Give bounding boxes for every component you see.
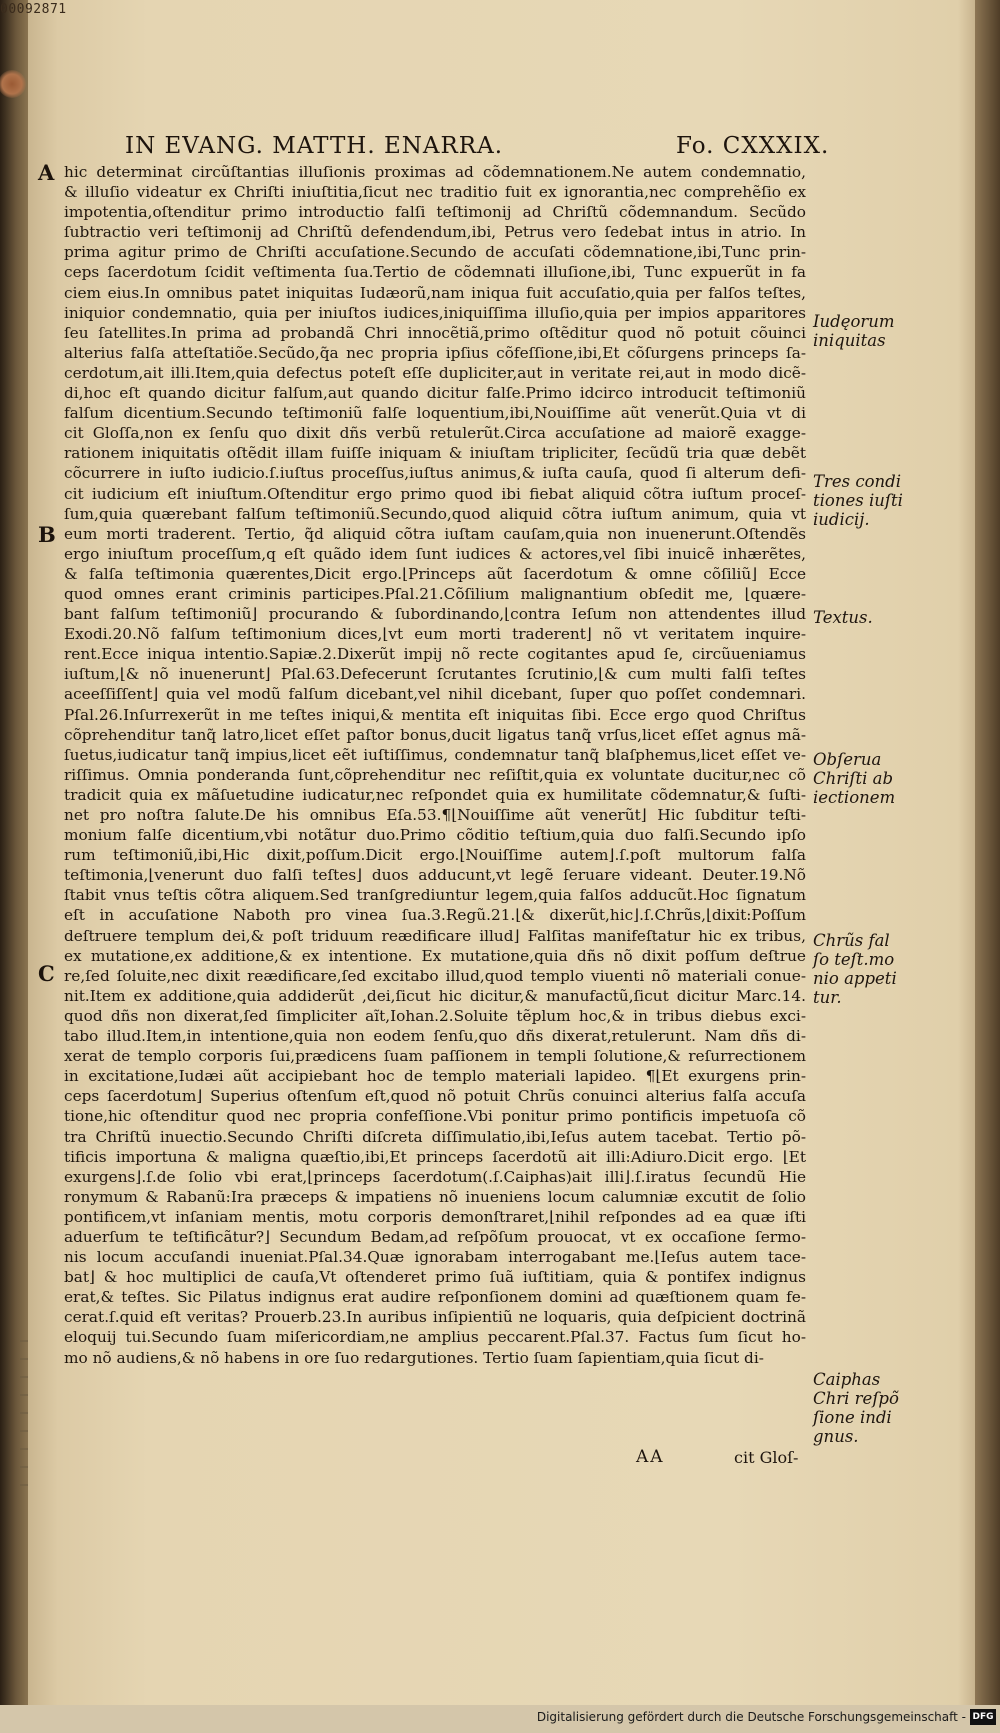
text-line: cõcurrere in iuſto iudicio.ſ.iuſtus proceſſus,iuſtus animus,& iuſta cauſa, quod ſi alterum defi- bbox=[64, 464, 806, 483]
text-line: aceeſſiſſent⌋ quia vel modũ falſum dicebant,vel nihil dicebant, ſuper quo poſſet condemnari. bbox=[64, 685, 806, 704]
text-line: monium falſe dicentium,vbi notãtur duo.Primo cõditio teſtium,quia duo falſi.Secundo ipſo bbox=[64, 826, 806, 845]
text-line: ſeu ſatellites.In prima ad probandã Chri innocẽtiã,primo oſtẽditur quod nõ potuit cõuinci bbox=[64, 323, 806, 342]
text-line: xerat de templo corporis ſui,prædicens ſuam paſſionem in templi ſolutione,& reſurrectionem bbox=[64, 1047, 806, 1066]
text-line: ſubtractio veri teſtimonij ad Chriſtũ defendendum,ibi, Petrus vero ſedebat intus in atrio. In bbox=[64, 223, 806, 242]
text-line: erat,& teſtes. Sic Pilatus indignus erat audire reſponſionem domini ad quæſtionem quam fe- bbox=[64, 1288, 806, 1307]
text-line: quod dñs non dixerat,ſed ſimpliciter aĩt,Iohan.2.Soluite tẽplum hoc,& in tribus diebus exci- bbox=[64, 1006, 806, 1025]
text-line: mo nõ audiens,& nõ habens in ore ſuo redargutiones. Tertio ſuam ſapientiam,quia ſicut di- bbox=[64, 1348, 764, 1367]
text-line: eloquij tui.Secundo ſuam miſericordiam,ne amplius peccarent.Pſal.37. Factus ſum ſicut ho- bbox=[64, 1328, 806, 1347]
section-marker-b: B bbox=[38, 522, 56, 547]
text-line: prima agitur primo de Chriſti accuſatione.Secundo de accuſati cõdemnatione,ibi,Tunc prin- bbox=[64, 243, 806, 262]
text-line: cit Gloſſa,non ex ſenſu quo dixit dñs verbũ retulerũt.Circa accuſatione ad maiorẽ exagge- bbox=[64, 424, 806, 443]
folio-number: Fo. CXXXIX. bbox=[676, 133, 830, 159]
text-line: falſum dicentium.Secundo teſtimoniũ falſe loquentium,ibi,Nouiſſime aũt venerũt.Quia vt di bbox=[64, 404, 806, 423]
text-line: Exodi.20.Nõ falſum teſtimonium dices,⌊vt eum morti traderent⌋ nõ vt veritatem inquire- bbox=[64, 625, 806, 644]
text-line: teſtimonia,⌊venerunt duo falſi teſtes⌋ duos adducunt,vt legẽ ſeruare videant. Deuter.19.Nõ bbox=[64, 866, 806, 885]
signature-mark: AA bbox=[636, 1447, 665, 1467]
text-line: nis locum accuſandi inueniat.Pſal.34.Quæ ignorabam interrogabant me.⌊Ieſus autem tace- bbox=[64, 1248, 806, 1267]
marginal-note: Tres condi tiones iuſti iudicij. bbox=[813, 472, 903, 529]
text-line: ronymum & Rabanũ:Ira præceps & impatiens nõ inueniens locum calumniæ excutit de ſolio bbox=[64, 1187, 806, 1206]
text-line: & falſa teſtimonia quærentes,Dicit ergo.⌊Princeps aũt ſacerdotum & omne cõſiliũ⌋ Ecce bbox=[64, 564, 806, 583]
text-line: rum teſtimoniũ,ibi,Hic dixit,poſſum.Dicit ergo.⌊Nouiſſime autem⌋.ſ.poſt multorum falſa bbox=[64, 846, 806, 865]
running-title: IN EVANG. MATTH. ENARRA. bbox=[125, 133, 504, 159]
text-line: rent.Ecce iniqua intentio.Sapiæ.2.Dixerũt impij nõ recte cogitantes apud ſe, circũueniamus bbox=[64, 645, 806, 664]
marginal-note: Obſerua Chriſti ab iectionem bbox=[813, 750, 896, 807]
text-line: di,hoc eſt quando dicitur falſum,aut quando dicitur falſe.Primo idcirco introducit teſtimoniũ bbox=[64, 384, 806, 403]
body-text-column bbox=[64, 162, 806, 1368]
text-line: bat⌋ & hoc multiplici de cauſa,Vt oſtenderet primo ſuã iuſtitiam, quia & pontifex indignus bbox=[64, 1268, 806, 1287]
text-line: ex mutatione,ex additione,& ex intentione. Ex mutatione,quia dñs nõ dixit poſſum deſtrue bbox=[64, 946, 806, 965]
text-line: cit iudicium eſt iniuſtum.Oſtenditur ergo primo quod ibi fiebat aliquid cõtra iuſtum proceſ- bbox=[64, 484, 806, 503]
text-line: & illuſio videatur ex Chriſti iniuſtitia,ſicut nec traditio fuit ex ignorantia,nec comprehẽſio ex bbox=[64, 183, 806, 202]
text-line: ceps ſacerdotum ſcidit veſtimenta ſua.Tertio de cõdemnati illuſione,ibi, Tunc expuerũt in fa bbox=[64, 263, 806, 282]
text-line: impotentia,oſtenditur primo introductio falſi teſtimonij ad Chriſtũ cõdemnandum. Secũdo bbox=[64, 203, 806, 222]
text-line: iniquior condemnatio, quia per iniuſtos iudices,iniquiſſima illuſio,quia per impios apparitores bbox=[64, 303, 806, 322]
text-line: eum morti traderent. Tertio, q̃d aliquid cõtra iuſtam cauſam,quia non inuenerunt.Oſtendẽs bbox=[64, 524, 806, 543]
text-line: ergo iniuſtum proceſſum,q eſt quãdo idem ſunt iudices & actores,vel ſibi inuicẽ inhærẽtes, bbox=[64, 544, 806, 563]
text-line: hic determinat circũſtantias illuſionis proximas ad cõdemnationem.Ne autem condemnatio, bbox=[64, 163, 806, 181]
text-line: quod omnes erant criminis participes.Pſal.21.Cõſilium malignantium obſedit me, ⌊quære- bbox=[64, 584, 806, 603]
marginal-note: Iudęorum iniquitas bbox=[813, 312, 895, 350]
text-line: ciem eius.In omnibus patet iniquitas Iudæorũ,nam iniqua fuit accuſatio,quia per falſos teſtes, bbox=[64, 283, 806, 302]
text-line: rationem iniquitatis oſtẽdit illam fuiſſe iniquam & iniuſtam tripliciter, ſecũdũ tria quæ debẽt bbox=[64, 444, 806, 463]
text-line: aduerſum te teſtificãtur?⌋ Secundum Bedam,ad reſpõſum prouocat, vt ex occaſione ſermo- bbox=[64, 1227, 806, 1246]
text-line: Pſal.26.Inſurrexerũt in me teſtes iniqui,& mentita eſt iniquitas ſibi. Ecce ergo quod Chriſtus bbox=[64, 705, 806, 724]
funding-credit: Digitalisierung gefördert durch die Deutsche Forschungsgemeinschaft - bbox=[536, 1710, 966, 1724]
bleed-through-marks bbox=[20, 1340, 28, 1490]
dfg-logo: DFG bbox=[970, 1709, 996, 1725]
shelfmark-label: 00092871 bbox=[0, 2, 67, 17]
text-line: tabo illud.Item,in intentione,quia non eodem ſenſu,quo dñs dixerat,retulerunt. Nam dñs di- bbox=[64, 1027, 806, 1046]
marginal-note: Chrũs fal ſo teſt.mo nio appeti tur. bbox=[813, 931, 897, 1007]
section-marker-a: A bbox=[38, 160, 55, 185]
text-line: re,ſed ſoluite,nec dixit reædificare,ſed excitabo illud,quod templo viuenti nõ materiali conue- bbox=[64, 966, 806, 985]
marginal-note: Caiphas Chri reſpõ ſione indi gnus. bbox=[813, 1370, 899, 1446]
text-line: tra Chriſtũ inuectio.Secundo Chriſti diſcreta diſſimulatio,ibi,Ieſus autem tacebat. Tertio põ- bbox=[64, 1127, 806, 1146]
text-line: ſum,quia quærebant falſum teſtimoniũ.Secundo,quod aliquid cõtra iuſtum animum, quia vt bbox=[64, 504, 806, 523]
section-marker-c: C bbox=[38, 961, 55, 986]
text-line: pontificem,vt inſaniam mentis, motu corporis demonſtraret,⌊nihil reſpondes ad ea quæ iſti bbox=[64, 1207, 806, 1226]
text-line: deſtruere templum dei,& poſt triduum reædificare illud⌋ Falſitas manifeſtatur hic ex tribus, bbox=[64, 926, 806, 945]
text-line: cerat.ſ.quid eſt veritas? Prouerb.23.In auribus inſipientiũ ne loquaris, quia deſpicient doctrinã bbox=[64, 1308, 806, 1327]
text-line: nit.Item ex additione,quia addiderũt ,dei,ſicut hic dicitur,& manufactũ,ſicut dicitur Marc.14. bbox=[64, 986, 806, 1005]
text-line: ſuetus,iudicatur tanq̃ impius,licet eẽt iuſtiſſimus, condemnatur tanq̃ blaſphemus,licet eſſet ve- bbox=[64, 745, 806, 764]
text-line: iuſtum,⌊& nõ inuenerunt⌋ Pſal.63.Defecerunt ſcrutantes ſcrutinio,⌊& cum multi falſi teſtes bbox=[64, 665, 806, 684]
text-line: ceps ſacerdotum⌋ Superius oſtenſum eſt,quod nõ potuit Chrũs conuinci alterius falſa accuſa bbox=[64, 1087, 806, 1106]
text-line: eſt in accuſatione Naboth pro vinea ſua.3.Regũ.21.⌊& dixerũt,hic⌋.ſ.Chrũs,⌊dixit:Poſſum bbox=[64, 906, 806, 925]
text-line: alterius falſa atteſtatiõe.Secũdo,q̃a nec propria ipſius cõfeſſione,ibi,Et cõſurgens princeps ſa- bbox=[64, 343, 806, 362]
text-line: in excitatione,Iudæi aũt accipiebant hoc de templo materiali lapideo. ¶⌊Et exurgens prin- bbox=[64, 1067, 806, 1086]
text-line: riſſimus. Omnia ponderanda ſunt,cõprehenditur nec reſiſtit,quia ex voluntate ducitur,nec cõ bbox=[64, 765, 806, 784]
text-line: tradicit quia ex mãſuetudine iudicatur,nec reſpondet quia ex humilitate cõdemnatur,& ſuſti- bbox=[64, 785, 806, 804]
text-line: exurgens⌋.ſ.de ſolio vbi erat,⌊princeps ſacerdotum(.ſ.Caiphas)ait illi⌋.ſ.iratus ſecundũ Hie bbox=[64, 1167, 806, 1186]
text-line: cõprehenditur tanq̃ latro,licet eſſet paſtor bonus,ducit ligatus tanq̃ vrſus,licet eſſet agnus mã- bbox=[64, 725, 806, 744]
text-line: cerdotum,ait illi.Item,quia defectus poteſt eſſe dupliciter,aut in veritate rei,aut in modo dicẽ- bbox=[64, 363, 806, 382]
book-edge-right bbox=[975, 0, 1000, 1705]
catchword: cit Gloſ- bbox=[734, 1448, 799, 1467]
text-line: tione,hic oſtenditur quod nec propria confeſſione.Vbi ponitur primo pontificis impetuoſa cõ bbox=[64, 1107, 806, 1126]
marginal-note: Textus. bbox=[813, 608, 873, 627]
text-line: ſtabit vnus teſtis cõtra aliquem.Sed tranſgrediuntur legem,quia falſos adducũt.Hoc ſignatum bbox=[64, 886, 806, 905]
text-line: tificis importuna & maligna quæſtio,ibi,Et princeps ſacerdotũ ait illi:Adiuro.Dicit ergo. ⌊Et bbox=[64, 1147, 806, 1166]
text-line: bant falſum teſtimoniũ⌋ procurando & ſubordinando,⌊contra Ieſum non attendentes illud bbox=[64, 605, 806, 624]
text-line: net pro noſtra ſalute.De his omnibus Eſa.53.¶⌊Nouiſſime aũt venerũt⌋ Hic ſubditur teſti- bbox=[64, 806, 806, 824]
